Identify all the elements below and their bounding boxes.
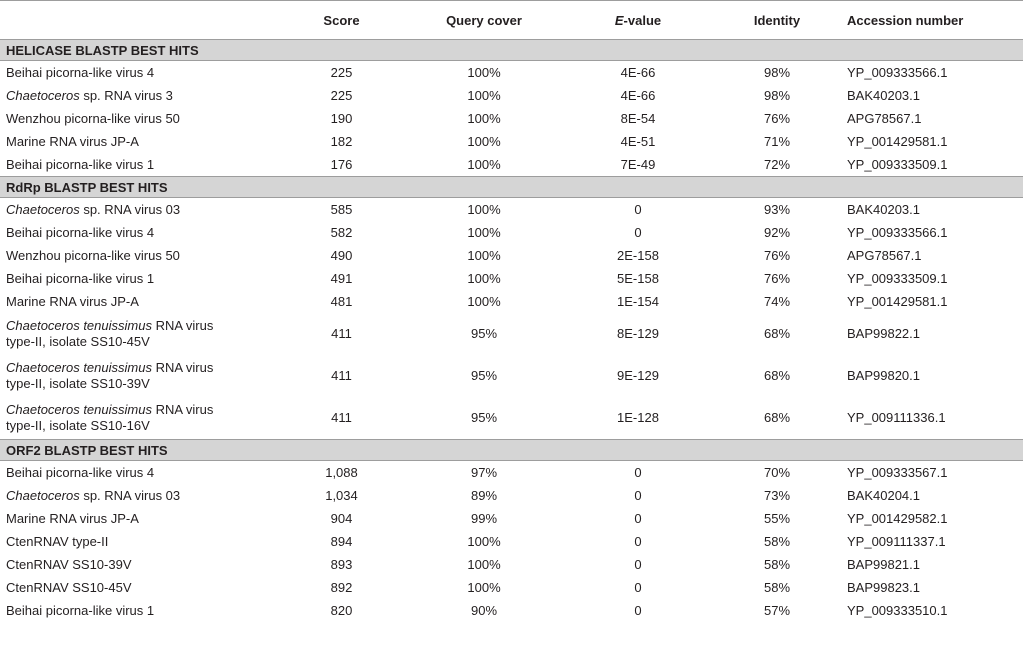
virus-name-text: Beihai picorna-like virus 4 <box>6 464 155 480</box>
cell-accession: BAK40203.1 <box>847 87 921 103</box>
cell-accession: BAP99821.1 <box>847 556 921 572</box>
table-row <box>0 84 1023 107</box>
table-row <box>0 576 1023 599</box>
cell-accession: YP_001429581.1 <box>847 293 948 309</box>
virus-name-line2: type-II, isolate SS10-39V <box>6 376 150 391</box>
cell-query-cover: 100% <box>467 156 501 172</box>
table-row <box>0 507 1023 530</box>
table-row <box>0 355 1023 397</box>
cell-evalue: 2E-158 <box>617 247 659 263</box>
cell-score: 892 <box>330 579 353 595</box>
cell-identity: 58% <box>763 556 791 572</box>
cell-query-cover: 100% <box>467 556 501 572</box>
cell-virus-name <box>0 313 278 355</box>
header-evalue-suffix: -value <box>623 12 662 28</box>
cell-score: 582 <box>330 224 353 240</box>
cell-identity: 72% <box>763 156 791 172</box>
cell-evalue: 7E-49 <box>620 156 656 172</box>
table-row <box>0 107 1023 130</box>
cell-query-cover: 95% <box>470 368 498 383</box>
virus-name-text: sp. RNA virus 03 <box>79 201 181 217</box>
header-evalue <box>563 1 713 40</box>
cell-accession: YP_009333510.1 <box>847 602 948 618</box>
header-accession: Accession number <box>841 1 1023 40</box>
table-row <box>0 130 1023 153</box>
cell-score: 411 <box>331 368 352 383</box>
virus-name-text: Beihai picorna-like virus 1 <box>6 602 155 618</box>
cell-accession: YP_009111336.1 <box>847 410 946 425</box>
cell-score: 225 <box>330 64 353 80</box>
cell-query-cover: 100% <box>467 87 501 103</box>
cell-score: 1,034 <box>325 487 358 503</box>
cell-accession: YP_001429582.1 <box>847 510 948 526</box>
cell-accession: BAP99822.1 <box>847 326 921 341</box>
section-title: HELICASE BLASTP BEST HITS <box>0 40 1023 61</box>
cell-virus-name <box>0 484 278 507</box>
cell-accession: BAK40203.1 <box>847 201 921 217</box>
cell-evalue: 0 <box>634 487 642 503</box>
cell-query-cover: 100% <box>467 579 501 595</box>
cell-virus-name <box>0 576 278 599</box>
cell-evalue: 5E-158 <box>617 270 659 286</box>
table-row <box>0 61 1023 85</box>
virus-name-text: RNA virus <box>151 318 214 333</box>
table-row <box>0 267 1023 290</box>
cell-identity: 68% <box>763 410 791 425</box>
cell-virus-name <box>0 599 278 622</box>
cell-evalue: 0 <box>634 533 642 549</box>
cell-evalue: 4E-51 <box>620 133 656 149</box>
cell-query-cover: 100% <box>467 201 501 217</box>
cell-score: 490 <box>330 247 353 263</box>
table-row <box>0 553 1023 576</box>
cell-virus-name <box>0 198 278 222</box>
virus-name-text: Beihai picorna-like virus 4 <box>6 224 155 240</box>
cell-virus-name <box>0 461 278 485</box>
virus-name-text: Marine RNA virus JP-A <box>6 133 139 149</box>
cell-query-cover: 90% <box>470 602 498 618</box>
cell-virus-name <box>0 553 278 576</box>
cell-score: 1,088 <box>325 464 358 480</box>
cell-virus-name <box>0 153 278 177</box>
header-row <box>0 1 1023 40</box>
cell-query-cover: 95% <box>470 410 498 425</box>
cell-score: 491 <box>330 270 353 286</box>
cell-virus-name <box>0 107 278 130</box>
section-header-row <box>0 177 1023 198</box>
cell-identity: 58% <box>763 579 791 595</box>
virus-name-text: Beihai picorna-like virus 1 <box>6 156 155 172</box>
cell-score: 820 <box>330 602 353 618</box>
section-title: RdRp BLASTP BEST HITS <box>0 177 1023 198</box>
cell-query-cover: 100% <box>467 247 501 263</box>
cell-query-cover: 89% <box>470 487 498 503</box>
cell-identity: 73% <box>763 487 791 503</box>
cell-accession: YP_009111337.1 <box>847 533 946 549</box>
header-query-cover: Query cover <box>405 1 563 40</box>
table-row <box>0 397 1023 440</box>
cell-evalue: 0 <box>634 556 642 572</box>
table-row <box>0 461 1023 485</box>
cell-virus-name <box>0 397 278 440</box>
table-row <box>0 221 1023 244</box>
cell-virus-name <box>0 61 278 85</box>
virus-name-text: Marine RNA virus JP-A <box>6 293 139 309</box>
cell-accession: YP_009333509.1 <box>847 270 948 286</box>
cell-query-cover: 99% <box>470 510 498 526</box>
header-identity: Identity <box>713 1 841 40</box>
table-row <box>0 313 1023 355</box>
cell-identity: 55% <box>763 510 791 526</box>
cell-accession: APG78567.1 <box>847 110 922 126</box>
virus-name-text: Wenzhou picorna-like virus 50 <box>6 247 180 263</box>
table-body <box>0 40 1023 623</box>
cell-identity: 76% <box>763 247 791 263</box>
cell-accession: BAP99820.1 <box>847 368 921 383</box>
cell-accession: YP_009333566.1 <box>847 64 948 80</box>
virus-name-text: sp. RNA virus 03 <box>79 487 181 503</box>
cell-virus-name <box>0 221 278 244</box>
table-row <box>0 153 1023 177</box>
cell-score: 190 <box>330 110 353 126</box>
cell-identity: 74% <box>763 293 791 309</box>
cell-score: 182 <box>330 133 353 149</box>
section-title: ORF2 BLASTP BEST HITS <box>0 440 1023 461</box>
cell-virus-name <box>0 267 278 290</box>
cell-virus-name <box>0 244 278 267</box>
virus-name-italic: Chaetoceros <box>6 201 80 217</box>
cell-evalue: 4E-66 <box>620 64 656 80</box>
table-row <box>0 599 1023 622</box>
virus-name-line2: type-II, isolate SS10-45V <box>6 334 150 349</box>
cell-query-cover: 100% <box>467 270 501 286</box>
cell-identity: 76% <box>763 270 791 286</box>
virus-name-italic: Chaetoceros tenuissimus <box>6 402 152 417</box>
cell-query-cover: 100% <box>467 224 501 240</box>
cell-accession: YP_009333567.1 <box>847 464 948 480</box>
table-row <box>0 484 1023 507</box>
virus-name-text: Beihai picorna-like virus 4 <box>6 64 155 80</box>
cell-evalue: 8E-54 <box>620 110 656 126</box>
cell-evalue: 1E-128 <box>617 410 659 425</box>
virus-name-text: Beihai picorna-like virus 1 <box>6 270 155 286</box>
virus-name-text: Wenzhou picorna-like virus 50 <box>6 110 180 126</box>
cell-identity: 57% <box>763 602 791 618</box>
table-row <box>0 290 1023 313</box>
cell-score: 893 <box>330 556 353 572</box>
virus-name-italic: Chaetoceros tenuissimus <box>6 360 152 375</box>
cell-evalue: 4E-66 <box>620 87 656 103</box>
cell-identity: 58% <box>763 533 791 549</box>
cell-accession: YP_001429581.1 <box>847 133 948 149</box>
cell-identity: 68% <box>763 326 791 341</box>
cell-evalue: 9E-129 <box>617 368 659 383</box>
cell-evalue: 0 <box>634 201 642 217</box>
cell-accession: BAP99823.1 <box>847 579 921 595</box>
table-row <box>0 244 1023 267</box>
cell-score: 904 <box>330 510 353 526</box>
section-header-row <box>0 40 1023 61</box>
cell-virus-name <box>0 530 278 553</box>
cell-virus-name <box>0 84 278 107</box>
cell-virus-name <box>0 355 278 397</box>
virus-name-text: CtenRNAV SS10-45V <box>6 579 132 595</box>
cell-virus-name <box>0 130 278 153</box>
cell-identity: 98% <box>763 64 791 80</box>
cell-score: 585 <box>330 201 353 217</box>
virus-name-text: CtenRNAV type-II <box>6 533 109 549</box>
cell-identity: 70% <box>763 464 791 480</box>
table-row <box>0 530 1023 553</box>
cell-evalue: 1E-154 <box>617 293 659 309</box>
cell-query-cover: 95% <box>470 326 498 341</box>
header-score: Score <box>278 1 405 40</box>
cell-identity: 76% <box>763 110 791 126</box>
cell-accession: BAK40204.1 <box>847 487 921 503</box>
cell-score: 481 <box>330 293 353 309</box>
cell-score: 225 <box>330 87 353 103</box>
cell-evalue: 8E-129 <box>617 326 659 341</box>
cell-evalue: 0 <box>634 602 642 618</box>
cell-query-cover: 100% <box>467 533 501 549</box>
cell-identity: 92% <box>763 224 791 240</box>
cell-evalue: 0 <box>634 224 642 240</box>
header-name <box>0 1 278 40</box>
cell-evalue: 0 <box>634 579 642 595</box>
virus-name-text: Marine RNA virus JP-A <box>6 510 139 526</box>
cell-accession: YP_009333509.1 <box>847 156 948 172</box>
virus-name-line2: type-II, isolate SS10-16V <box>6 418 150 433</box>
cell-query-cover: 100% <box>467 64 501 80</box>
cell-query-cover: 100% <box>467 293 501 309</box>
cell-score: 411 <box>331 410 352 425</box>
cell-identity: 68% <box>763 368 791 383</box>
cell-virus-name <box>0 507 278 530</box>
cell-identity: 93% <box>763 201 791 217</box>
cell-evalue: 0 <box>634 510 642 526</box>
virus-name-text: sp. RNA virus 3 <box>79 87 173 103</box>
cell-score: 176 <box>330 156 353 172</box>
header-evalue-prefix: E <box>614 12 624 28</box>
virus-name-italic: Chaetoceros <box>6 487 80 503</box>
virus-name-text: CtenRNAV SS10-39V <box>6 556 132 572</box>
virus-name-text: RNA virus <box>151 360 214 375</box>
cell-query-cover: 100% <box>467 133 501 149</box>
cell-accession: YP_009333566.1 <box>847 224 948 240</box>
cell-evalue: 0 <box>634 464 642 480</box>
cell-query-cover: 97% <box>470 464 498 480</box>
virus-name-italic: Chaetoceros <box>6 87 80 103</box>
cell-score: 894 <box>330 533 353 549</box>
virus-name-text: RNA virus <box>151 402 214 417</box>
cell-accession: APG78567.1 <box>847 247 922 263</box>
cell-query-cover: 100% <box>467 110 501 126</box>
cell-identity: 98% <box>763 87 791 103</box>
virus-name-italic: Chaetoceros tenuissimus <box>6 318 152 333</box>
cell-score: 411 <box>331 326 352 341</box>
cell-identity: 71% <box>763 133 791 149</box>
section-header-row <box>0 440 1023 461</box>
table-row <box>0 198 1023 222</box>
cell-virus-name <box>0 290 278 313</box>
